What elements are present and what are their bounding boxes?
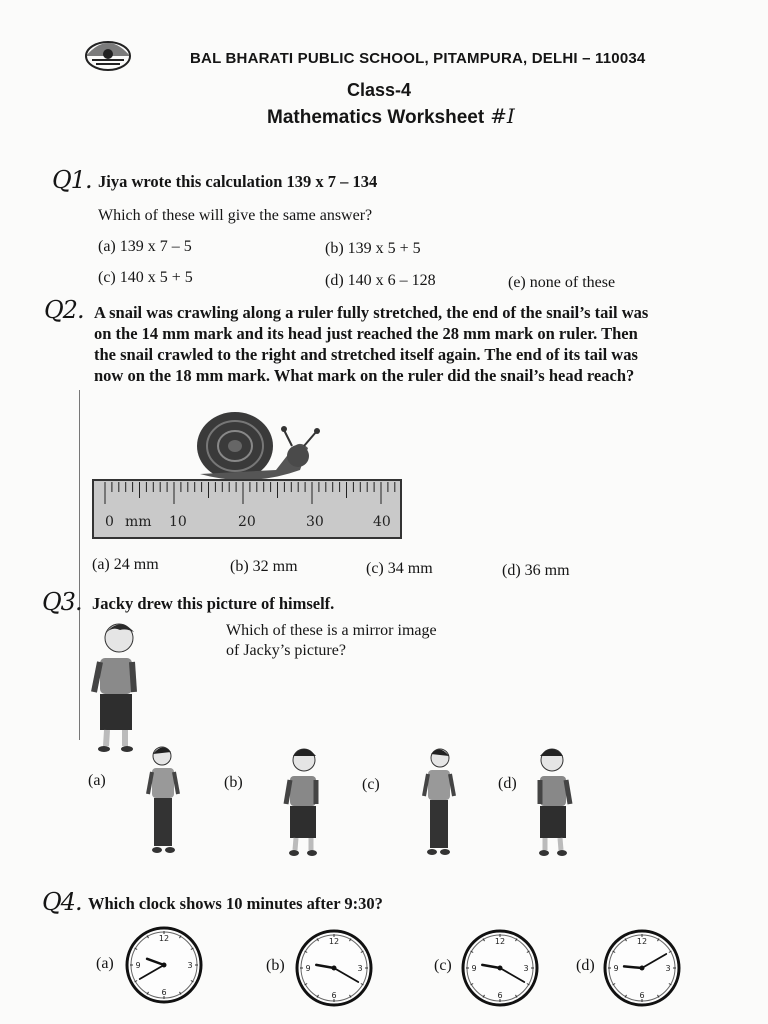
q2-line-4: now on the 18 mm mark. What mark on the ruler did the snail’s head reach? (94, 366, 635, 385)
q4-option-a[interactable]: (a) (96, 955, 114, 972)
q1-subprompt: Which of these will give the same answer? (98, 207, 373, 224)
q3-subprompt-1: Which of these is a mirror image (226, 622, 437, 639)
clock-numeral: 12 (636, 937, 648, 946)
q2-line-3: the snail crawled to the right and stretched itself again. The end of its tail was (94, 345, 638, 364)
clock-center (498, 966, 503, 971)
q4-option-d[interactable]: (d) (576, 957, 595, 974)
clock-numeral: 12 (158, 934, 170, 943)
q3-option-c-figure (420, 746, 456, 858)
clock-numeral: 3 (665, 964, 671, 973)
jacky-figure (90, 618, 140, 754)
q1-number: Q1. (52, 166, 92, 194)
q1-option-e[interactable]: (e) none of these (508, 274, 616, 291)
q3-option-b[interactable]: (b) (224, 774, 243, 791)
worksheet-number: #I (490, 104, 515, 128)
q2-number: Q2. (44, 296, 84, 324)
clock-numeral: 9 (135, 961, 141, 970)
q3-subprompt-2: of Jacky’s picture? (226, 642, 346, 659)
q4-option-b[interactable]: (b) (266, 957, 285, 974)
clock-numeral: 3 (523, 964, 529, 973)
q4-clock-d[interactable] (600, 926, 684, 1010)
clock-center (162, 963, 167, 968)
q3-option-a-figure (146, 744, 182, 856)
q2-line-1: A snail was crawling along a ruler fully stretched, the end of the snail’s tail was (94, 303, 649, 322)
ruler-label-20: 20 (238, 514, 256, 530)
q4-clock-c[interactable] (458, 926, 542, 1010)
q2-prompt (94, 302, 714, 386)
clock-numeral: 6 (331, 991, 337, 1000)
clock-hour-hand (624, 966, 642, 968)
worksheet-title: Mathematics Worksheet #I (267, 104, 515, 128)
snail-image (180, 408, 330, 484)
clock-numeral: 12 (328, 937, 340, 946)
school-name: BAL BHARATI PUBLIC SCHOOL, PITAMPURA, DELHI – 110034 (190, 50, 646, 67)
q3-prompt: Jacky drew this picture of himself. (92, 594, 335, 613)
clock-numeral: 6 (497, 991, 503, 1000)
class-label: Class-4 (347, 80, 412, 100)
q3-option-c[interactable]: (c) (362, 776, 380, 793)
ruler-label-10: 10 (169, 514, 187, 530)
ruler-label-mm: mm (125, 514, 152, 530)
q4-prompt: Which clock shows 10 minutes after 9:30? (88, 894, 383, 913)
clock-numeral: 9 (613, 964, 619, 973)
q1-option-a[interactable]: (a) 139 x 7 – 5 (98, 238, 192, 255)
clock-center (640, 966, 645, 971)
q2-option-a[interactable]: (a) 24 mm (92, 556, 159, 573)
school-logo (78, 34, 138, 80)
ruler-label-0: 0 (105, 514, 114, 530)
clock-numeral: 9 (305, 964, 311, 973)
q3-option-b-figure (282, 746, 322, 858)
q3-number: Q3. (42, 588, 82, 616)
q1-option-d[interactable]: (d) 140 x 6 – 128 (325, 272, 436, 289)
clock-numeral: 3 (187, 961, 193, 970)
q4-number: Q4. (42, 888, 82, 916)
margin-line (79, 390, 80, 740)
ruler (93, 480, 403, 540)
clock-numeral: 12 (494, 937, 506, 946)
q2-option-b[interactable]: (b) 32 mm (230, 558, 298, 575)
q1-option-b[interactable]: (b) 139 x 5 + 5 (325, 240, 421, 257)
q1-prompt: Jiya wrote this calculation 139 x 7 – 134 (98, 172, 378, 191)
q4-clock-a[interactable] (122, 923, 206, 1007)
clock-numeral: 6 (639, 991, 645, 1000)
q3-option-d-figure (534, 746, 574, 858)
clock-numeral: 3 (357, 964, 363, 973)
q3-option-d[interactable]: (d) (498, 775, 517, 792)
clock-center (332, 966, 337, 971)
q2-line-2: on the 14 mm mark and its head just reached the 28 mm mark on ruler. Then (94, 324, 638, 343)
q1-option-c[interactable]: (c) 140 x 5 + 5 (98, 269, 193, 286)
q2-option-d[interactable]: (d) 36 mm (502, 562, 570, 579)
ruler-label-30: 30 (306, 514, 324, 530)
q4-option-c[interactable]: (c) (434, 957, 452, 974)
q3-option-a[interactable]: (a) (88, 772, 106, 789)
ruler-label-40: 40 (373, 514, 391, 530)
clock-numeral: 6 (161, 988, 167, 997)
clock-numeral: 9 (471, 964, 477, 973)
q2-option-c[interactable]: (c) 34 mm (366, 560, 433, 577)
q4-clock-b[interactable] (292, 926, 376, 1010)
